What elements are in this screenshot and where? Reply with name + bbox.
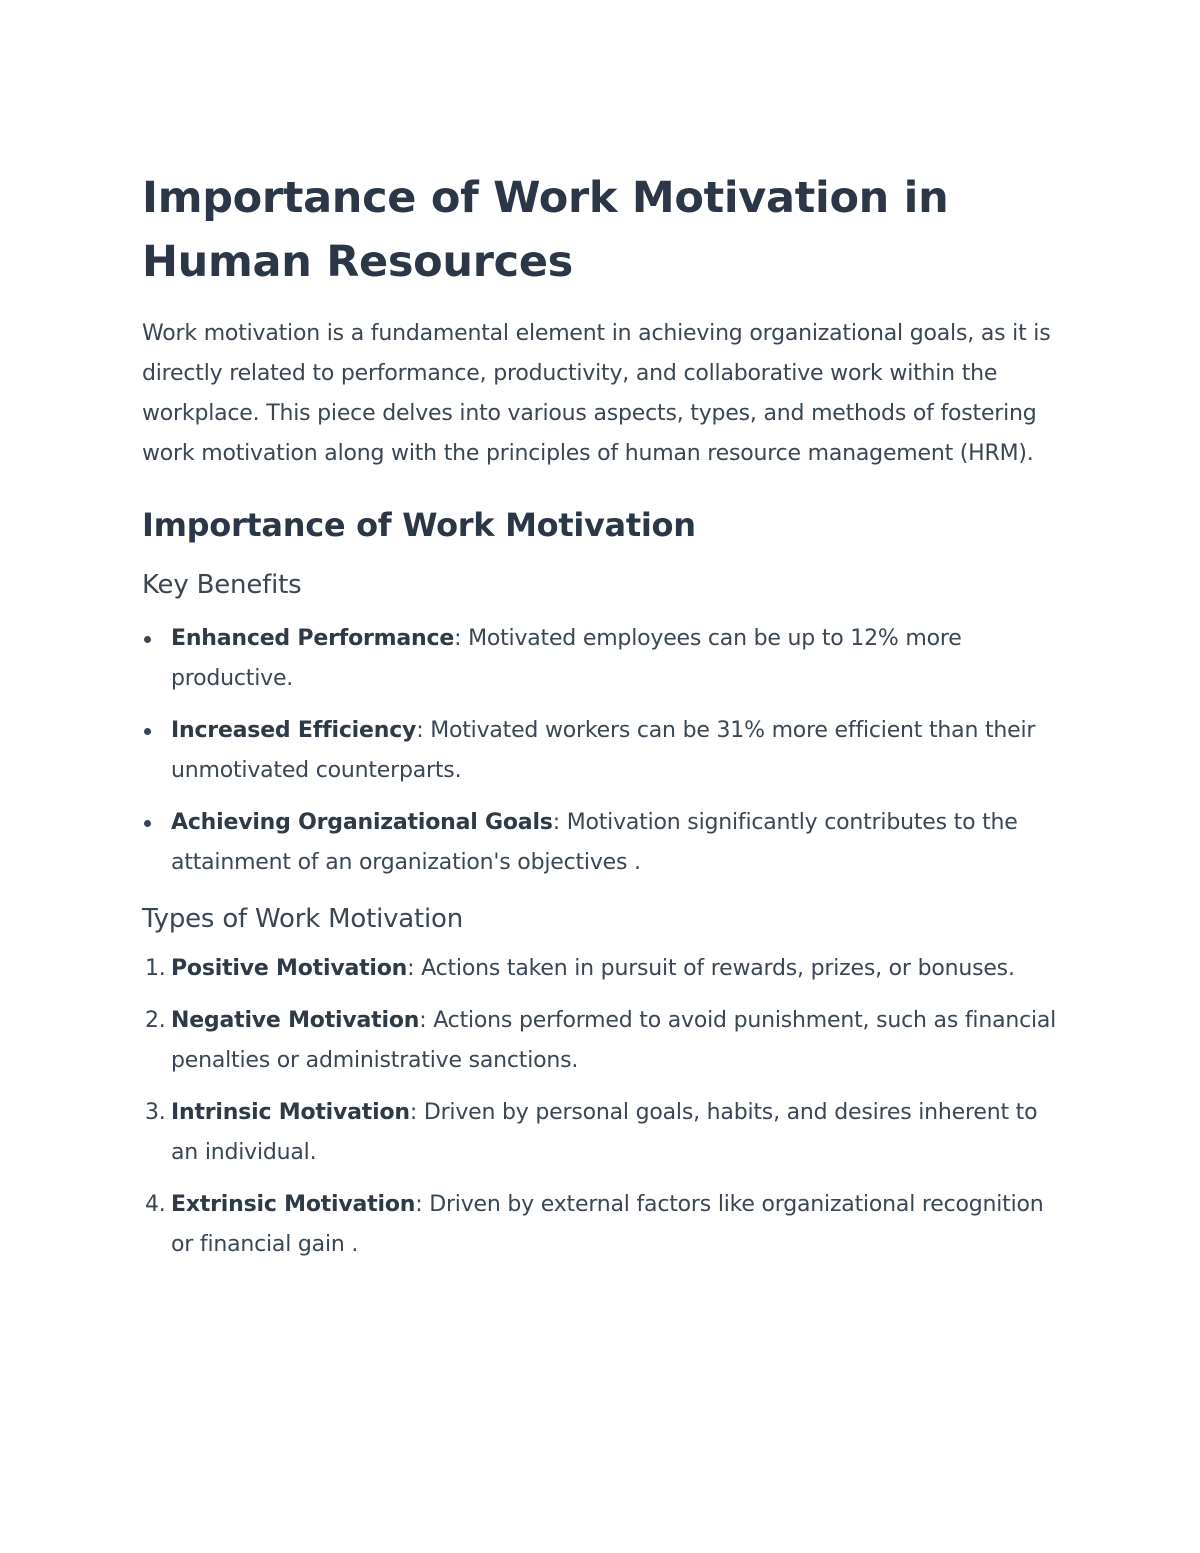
- item-number: 1.: [145, 956, 166, 981]
- document-title: Importance of Work Motivation in Human Resources: [142, 173, 949, 287]
- intro-paragraph: Work motivation is a fundamental element in achieving organizational goals, as it is directly related to performance, productivity, and collaborative work within the workplace. This piece delves into various aspects, types, and methods of fostering work motivation along with the principles of human resource management (HRM).: [142, 321, 1051, 466]
- list-item: [142, 1185, 1067, 1265]
- item-text: : Actions taken in pursuit of rewards, prizes, or bonuses.: [407, 956, 1015, 981]
- bullet-icon: [144, 636, 151, 643]
- item-term: Achieving Organizational Goals: [171, 810, 553, 835]
- item-number: 2.: [145, 1008, 166, 1033]
- item-term: Extrinsic Motivation: [171, 1192, 416, 1217]
- list-item: [142, 803, 1067, 883]
- item-text: : Motivated employees can be up to 12% more productive.: [171, 626, 962, 691]
- types-list: [142, 949, 1067, 1265]
- item-text: : Actions performed to avoid punishment, such as financial penalties or administrative sanctions.: [171, 1008, 1057, 1073]
- item-term: Increased Efficiency: [171, 718, 417, 743]
- item-term: Enhanced Performance: [171, 626, 455, 651]
- types-heading: Types of Work Motivation: [142, 904, 464, 934]
- item-text: : Motivation significantly contributes to the attainment of an organization's objectives .: [171, 810, 1018, 875]
- list-item: [142, 711, 1067, 791]
- list-item: [142, 1093, 1067, 1173]
- list-item: [142, 619, 1067, 699]
- item-term: Intrinsic Motivation: [171, 1100, 410, 1125]
- list-item: [142, 949, 1067, 989]
- item-number: 4.: [145, 1192, 166, 1217]
- section-heading: Importance of Work Motivation: [142, 506, 696, 544]
- benefits-heading: Key Benefits: [142, 570, 302, 600]
- bullet-icon: [144, 728, 151, 735]
- item-term: Positive Motivation: [171, 956, 408, 981]
- bullet-icon: [144, 820, 151, 827]
- item-text: : Driven by personal goals, habits, and desires inherent to an individual.: [171, 1100, 1038, 1165]
- item-number: 3.: [145, 1100, 166, 1125]
- list-item: [142, 1001, 1067, 1081]
- document-page: [142, 166, 1067, 1277]
- item-text: : Driven by external factors like organizational recognition or financial gain .: [171, 1192, 1044, 1257]
- item-term: Negative Motivation: [171, 1008, 420, 1033]
- item-text: : Motivated workers can be 31% more efficient than their unmotivated counterparts.: [171, 718, 1036, 783]
- benefits-list: [142, 619, 1067, 883]
